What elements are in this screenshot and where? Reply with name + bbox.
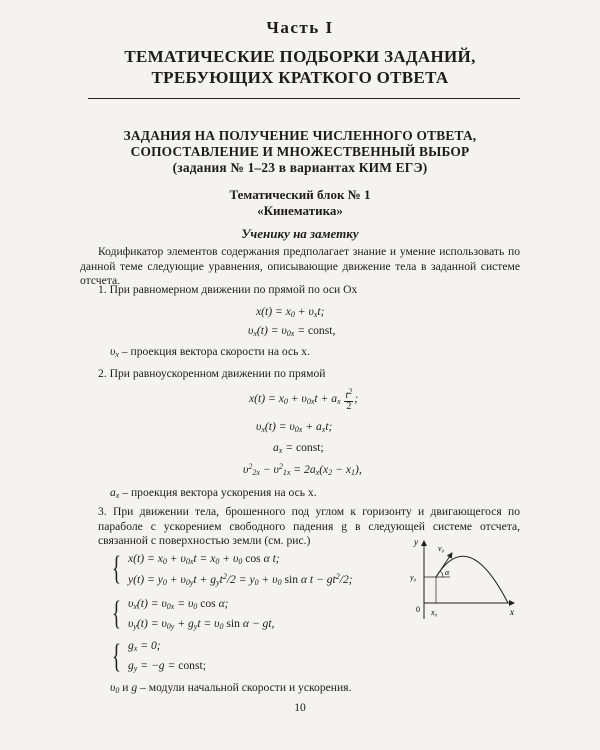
brace-1: { — [112, 550, 121, 587]
part-heading: Часть I — [266, 18, 334, 37]
brace-2: { — [112, 595, 121, 632]
formula-accel-x: $x(t) = x_0 + \upsilon_{0x}t + a_x$ $\frac{t^2}{2}$ ; — [249, 387, 359, 412]
item1-text: 1. При равномерном движении по прямой по оси Ox — [98, 283, 358, 296]
formula-uniform-v: $\upsilon_x(t) = \upsilon_{0x}$ = const, — [248, 324, 336, 338]
section-title-line1: ЗАДАНИЯ НА ПОЛУЧЕНИЕ ЧИСЛЕННОГО ОТВЕТА, — [123, 128, 477, 143]
item2-note: $a_x$ – проекция вектора ускорения на ось x. — [110, 486, 317, 500]
formula-gx: $g_x = 0$; — [128, 639, 161, 653]
brace-3: { — [112, 638, 121, 675]
origin-label: 0 — [416, 605, 420, 614]
formula-accel-const: $a_x$ = const; — [273, 441, 324, 455]
note-title: Ученику на заметку — [241, 226, 359, 241]
item2-note-text: – проекция вектора ускорения на ось x. — [122, 486, 317, 499]
formula-uniform-x: $x(t) = x_0 + \upsilon_xt$; — [256, 305, 325, 319]
header-divider — [88, 98, 520, 99]
formula-proj-vy: $\upsilon_y(t) = \upsilon_{0y} + g_yt = \upsilon_0$ sin α − gt, — [128, 617, 275, 631]
formula-proj-vx: $\upsilon_x(t) = \upsilon_{0x} = \upsilon_0$ cos α; — [128, 597, 229, 611]
angle-arc — [440, 571, 443, 577]
section-title-line2: СОПОСТАВЛЕНИЕ И МНОЖЕСТВЕННЫЙ ВЫБОР — [130, 144, 470, 159]
v0-label: v₀ — [438, 544, 445, 553]
axis-x-label: x — [510, 607, 514, 617]
formula-proj-y: $y(t) = y_0 + \upsilon_{0y}t + g_yt^2/2 = y_0 + \upsilon_0$ sin α $t - gt^2/2$; — [128, 572, 353, 587]
y0-label: y₀ — [410, 573, 417, 582]
formula-accel-v2: $\upsilon^2_{2x} - \upsilon^2_{1x} = 2a_x(x_2 - x_1)$, — [243, 462, 362, 477]
axis-y-label: y — [414, 537, 418, 547]
alpha-label: α — [445, 568, 450, 577]
item3-text: 3. При движении тела, брошенного под углом к горизонту и двигающегося по параболе с ускорением свободного падения g в следующей системе отсчета, связанной с поверхностью земли (см. рис.) — [98, 505, 520, 547]
page-number: 10 — [294, 701, 306, 714]
block-title-line1: Тематический блок № 1 — [229, 187, 371, 202]
item2-text: 2. При равноускоренном движении по прямой — [98, 367, 326, 380]
item1-note-text: – проекция вектора скорости на ось x. — [121, 345, 310, 358]
item1-note: $\upsilon_x$ – проекция вектора скорости на ось x. — [110, 345, 310, 359]
part-title-line2: ТРЕБУЮЩИХ КРАТКОГО ОТВЕТА — [151, 68, 449, 87]
intro-paragraph: Кодификатор элементов содержания предполагает знание и умение использовать по данной теме следующие уравнения, описывающие движение тела в заданной системе отсчета. — [80, 245, 520, 287]
section-title-line3: (задания № 1–23 в вариантах КИМ ЕГЭ) — [172, 160, 428, 175]
item3-note-text: – модули начальной скорости и ускорения. — [140, 681, 352, 694]
part-title — [0, 46, 600, 88]
x0-label: x₀ — [431, 608, 438, 617]
part-title-line1: ТЕМАТИЧЕСКИЕ ПОДБОРКИ ЗАДАНИЙ, — [124, 47, 476, 66]
trajectory-curve — [436, 556, 508, 603]
formula-accel-v: $\upsilon_x(t) = \upsilon_{0x} + a_xt$; — [256, 420, 333, 434]
block-title — [0, 187, 600, 218]
block-title-line2: «Кинематика» — [257, 202, 343, 218]
trajectory-figure — [410, 535, 520, 625]
section-title — [0, 128, 600, 176]
item3-note: $\upsilon_0$ и g – модули начальной скорости и ускорения. — [110, 681, 352, 695]
formula-gy: $g_y = -g$ = const; — [128, 659, 206, 673]
formula-proj-x: $x(t) = x_0 + \upsilon_{0x}t = x_0 + \upsilon_0$ cos α t; — [128, 552, 280, 566]
velocity-vector — [436, 553, 452, 577]
